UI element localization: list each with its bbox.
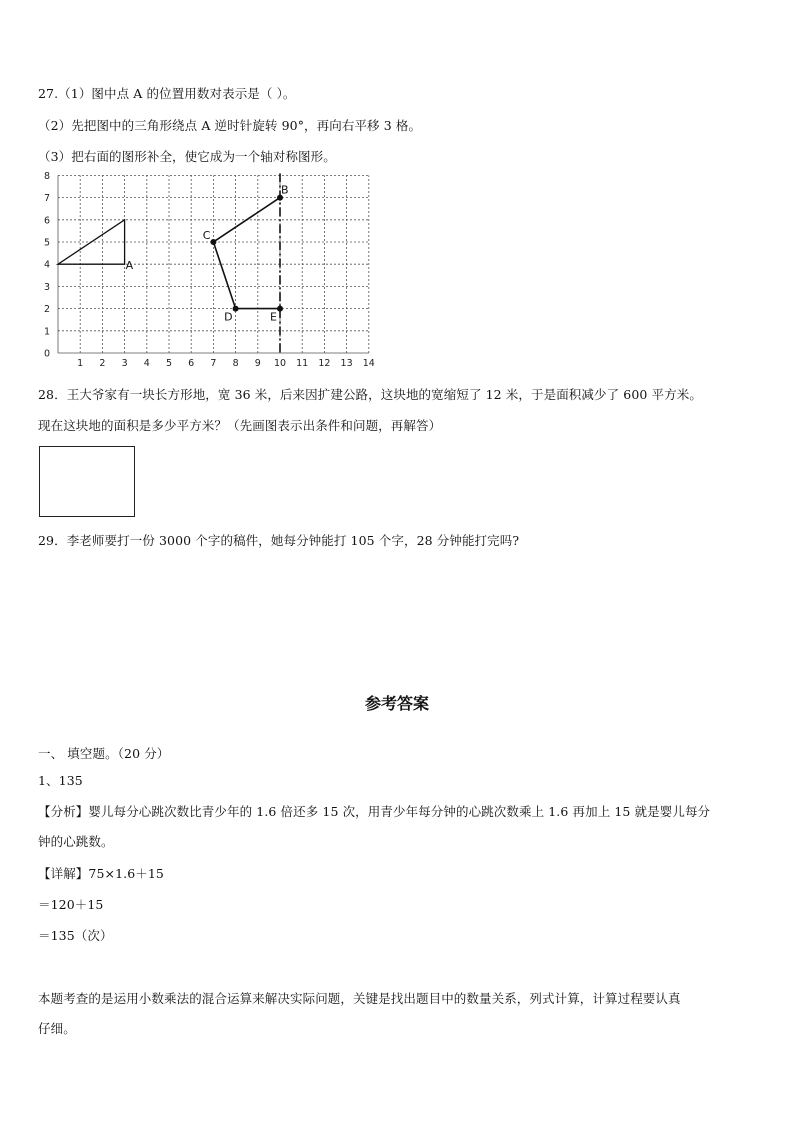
x-tick-label: 2 (99, 358, 106, 369)
y-tick-label: 2 (43, 304, 50, 316)
x-tick-label: 4 (143, 358, 150, 369)
answer-summary-line2: 仔细。 (38, 1021, 76, 1036)
x-tick-label: 12 (318, 358, 331, 369)
answer-detail-line3: ＝135（次） (38, 928, 113, 943)
q27-line3: （3）把右面的图形补全，使它成为一个轴对称图形。 (38, 149, 336, 164)
point-label-B: B (281, 183, 289, 197)
answers-section-heading: 一、 填空题。（20 分） (38, 746, 170, 761)
x-tick-label: 7 (210, 358, 217, 369)
x-tick-label: 8 (232, 358, 239, 369)
q28-line1: 28．王大爷家有一块长方形地，宽 36 米，后来因扩建公路，这块地的宽缩短了 12 米，于是面积减少了 600 平方米。 (38, 387, 702, 402)
point-C-dot (210, 239, 216, 245)
q29-line1: 29．李老师要打一份 3000 个字的稿件，她每分钟能打 105 个字，28 分钟能打完吗? (38, 533, 520, 548)
x-tick-label: 3 (121, 358, 128, 369)
point-label-D: D (224, 310, 233, 324)
x-tick-label: 9 (254, 358, 261, 369)
q27-line2: （2）先把图中的三角形绕点 A 逆时针旋转 90°，再向右平移 3 格。 (38, 118, 422, 133)
point-E-dot (277, 306, 283, 312)
x-tick-label: 5 (165, 358, 173, 369)
drawing-answer-box (39, 446, 135, 517)
x-tick-label: 10 (273, 358, 287, 369)
y-tick-label: 1 (43, 326, 50, 338)
y-tick-label: 3 (43, 281, 50, 293)
coordinate-grid (30, 168, 400, 370)
answer-detail-line2: ＝120＋15 (38, 897, 104, 912)
answer-summary-line1: 本题考查的是运用小数乘法的混合运算来解决实际问题，关键是找出题目中的数量关系，列式计算，计算过程要认真 (38, 991, 681, 1006)
x-tick-label: 6 (188, 358, 195, 369)
q27-line1: 27.（1）图中点 A 的位置用数对表示是（ ）。 (38, 86, 296, 101)
y-tick-label: 8 (43, 170, 50, 182)
y-tick-label: 6 (43, 215, 50, 227)
answers-title: 参考答案 (364, 694, 429, 713)
x-tick-label: 11 (296, 358, 309, 369)
answer-analysis-line2: 钟的心跳数。 (38, 834, 114, 849)
y-tick-label: 0 (43, 348, 50, 360)
point-label-C: C (202, 229, 211, 242)
x-tick-label: 14 (362, 358, 375, 369)
y-tick-label: 7 (43, 193, 50, 205)
x-tick-label: 13 (340, 358, 353, 369)
point-D-dot (233, 306, 239, 312)
q28-line2: 现在这块地的面积是多少平方米？（先画图表示出条件和问题，再解答） (38, 418, 442, 433)
y-tick-label: 4 (43, 259, 50, 271)
y-tick-label: 5 (43, 237, 50, 249)
answer-item-1: 1、135 (38, 773, 83, 788)
answer-detail-line1: 【详解】75×1.6＋15 (38, 866, 164, 881)
point-label-E: E (270, 310, 277, 324)
x-tick-label: 1 (77, 358, 84, 369)
figure-polyline (213, 198, 280, 309)
answer-analysis-line1: 【分析】婴儿每分心跳次数比青少年的 1.6 倍还多 15 次，用青少年每分钟的心跳次数乘上 1.6 再加上 15 就是婴儿每分 (38, 804, 711, 819)
point-label-A: A (125, 259, 134, 273)
